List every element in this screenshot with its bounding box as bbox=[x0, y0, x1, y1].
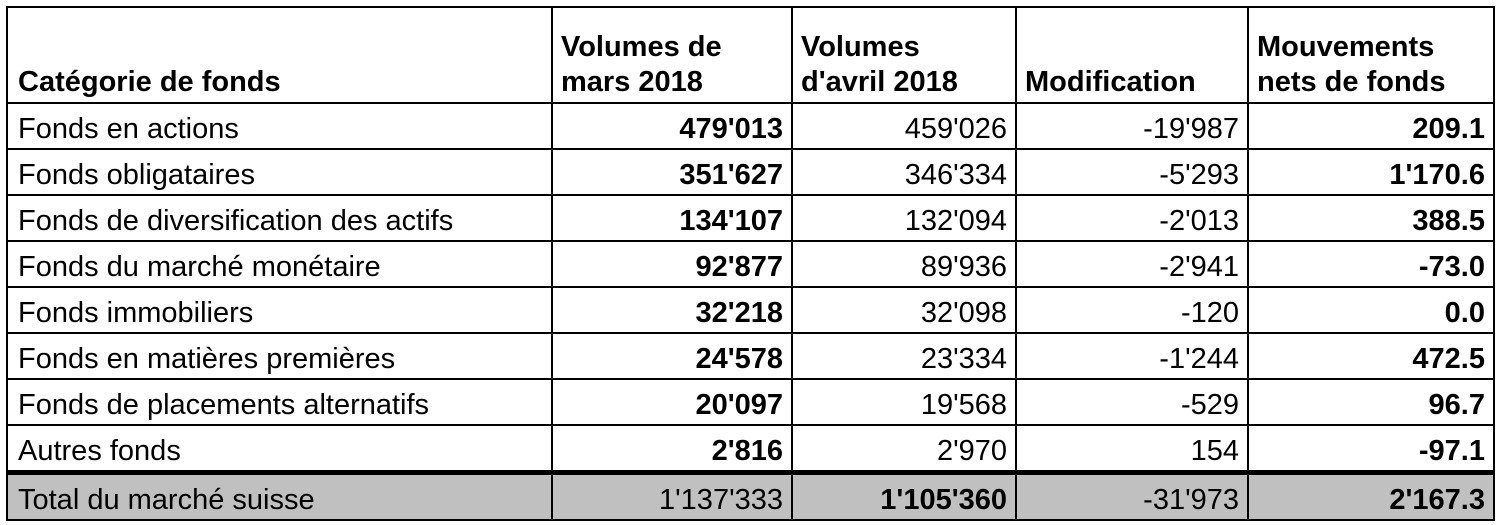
cell-category: Fonds de diversification des actifs bbox=[7, 195, 552, 241]
cell-category: Fonds de placements alternatifs bbox=[7, 379, 552, 425]
fund-volumes-table-container bbox=[6, 6, 1495, 521]
cell-volumes-april: 132'094 bbox=[792, 195, 1016, 241]
cell-volumes-april: 89'936 bbox=[792, 241, 1016, 287]
total-modification: -31'973 bbox=[1016, 473, 1248, 521]
table-row bbox=[7, 103, 1494, 149]
cell-net-flows: 0.0 bbox=[1248, 287, 1494, 333]
cell-modification: -120 bbox=[1016, 287, 1248, 333]
cell-net-flows: 472.5 bbox=[1248, 333, 1494, 379]
total-net-flows: 2'167.3 bbox=[1248, 473, 1494, 521]
table-row bbox=[7, 149, 1494, 195]
cell-category: Fonds du marché monétaire bbox=[7, 241, 552, 287]
header-volumes-march: Volumes de mars 2018 bbox=[552, 7, 792, 103]
cell-volumes-march: 351'627 bbox=[552, 149, 792, 195]
total-volumes-march: 1'137'333 bbox=[552, 473, 792, 521]
fund-volumes-table bbox=[6, 6, 1495, 521]
cell-net-flows: 388.5 bbox=[1248, 195, 1494, 241]
cell-net-flows: -97.1 bbox=[1248, 425, 1494, 473]
table-row bbox=[7, 195, 1494, 241]
cell-modification: -529 bbox=[1016, 379, 1248, 425]
cell-modification: -1'244 bbox=[1016, 333, 1248, 379]
cell-modification: -19'987 bbox=[1016, 103, 1248, 149]
table-row bbox=[7, 287, 1494, 333]
cell-modification: -2'013 bbox=[1016, 195, 1248, 241]
header-row bbox=[7, 7, 1494, 103]
cell-category: Autres fonds bbox=[7, 425, 552, 473]
table-row bbox=[7, 379, 1494, 425]
cell-volumes-april: 23'334 bbox=[792, 333, 1016, 379]
cell-volumes-march: 134'107 bbox=[552, 195, 792, 241]
cell-volumes-april: 32'098 bbox=[792, 287, 1016, 333]
total-volumes-april: 1'105'360 bbox=[792, 473, 1016, 521]
cell-volumes-march: 24'578 bbox=[552, 333, 792, 379]
header-volumes-april: Volumes d'avril 2018 bbox=[792, 7, 1016, 103]
header-net-flows: Mouvements nets de fonds bbox=[1248, 7, 1494, 103]
table-row bbox=[7, 425, 1494, 473]
cell-modification: 154 bbox=[1016, 425, 1248, 473]
table-row bbox=[7, 241, 1494, 287]
cell-modification: -5'293 bbox=[1016, 149, 1248, 195]
cell-volumes-march: 32'218 bbox=[552, 287, 792, 333]
cell-category: Fonds en matières premières bbox=[7, 333, 552, 379]
cell-volumes-april: 19'568 bbox=[792, 379, 1016, 425]
cell-net-flows: 96.7 bbox=[1248, 379, 1494, 425]
total-category: Total du marché suisse bbox=[7, 473, 552, 521]
total-row bbox=[7, 473, 1494, 521]
cell-category: Fonds en actions bbox=[7, 103, 552, 149]
cell-category: Fonds obligataires bbox=[7, 149, 552, 195]
table-row bbox=[7, 333, 1494, 379]
cell-net-flows: 1'170.6 bbox=[1248, 149, 1494, 195]
cell-volumes-march: 2'816 bbox=[552, 425, 792, 473]
header-modification: Modification bbox=[1016, 7, 1248, 103]
cell-volumes-april: 459'026 bbox=[792, 103, 1016, 149]
cell-modification: -2'941 bbox=[1016, 241, 1248, 287]
cell-net-flows: 209.1 bbox=[1248, 103, 1494, 149]
cell-net-flows: -73.0 bbox=[1248, 241, 1494, 287]
header-category: Catégorie de fonds bbox=[7, 7, 552, 103]
cell-category: Fonds immobiliers bbox=[7, 287, 552, 333]
cell-volumes-march: 20'097 bbox=[552, 379, 792, 425]
cell-volumes-april: 2'970 bbox=[792, 425, 1016, 473]
cell-volumes-march: 479'013 bbox=[552, 103, 792, 149]
cell-volumes-march: 92'877 bbox=[552, 241, 792, 287]
cell-volumes-april: 346'334 bbox=[792, 149, 1016, 195]
